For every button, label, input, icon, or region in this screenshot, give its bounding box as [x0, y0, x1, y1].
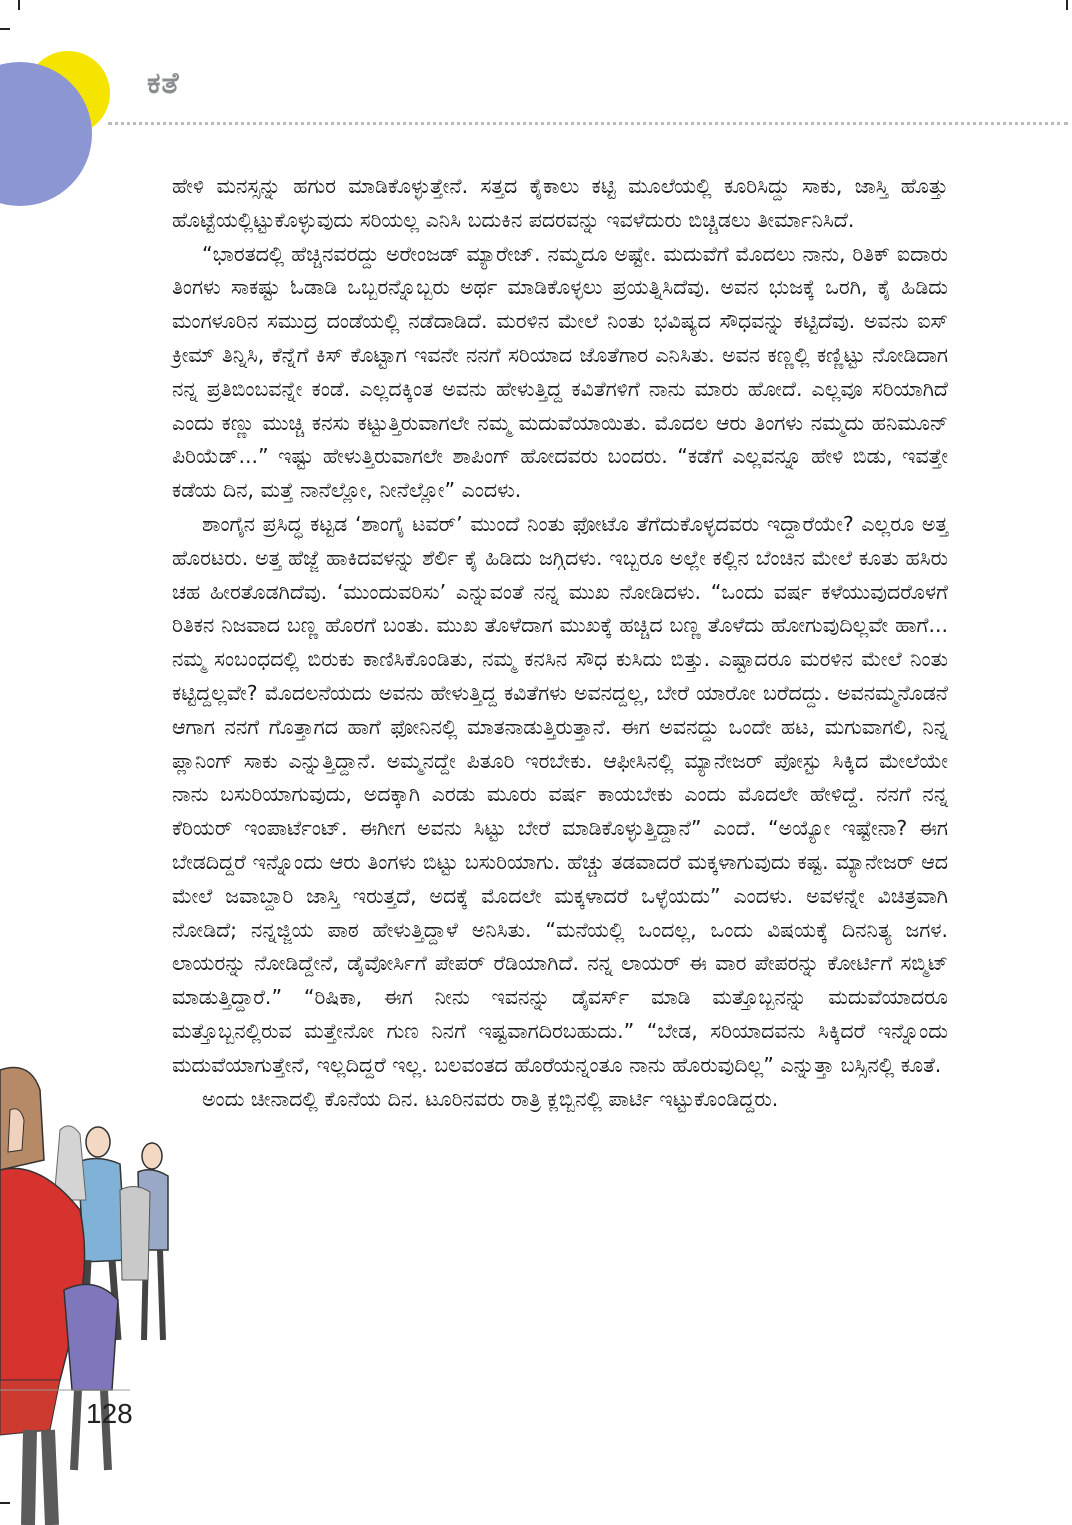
paragraph: “ಭಾರತದಲ್ಲಿ ಹೆಚ್ಚಿನವರದ್ದು ಅರೇಂಜಡ್ ಮ್ಯಾರೇಜ್. ನಮ್ಮದೂ ಅಷ್ಟೇ. ಮದುವೆಗೆ ಮೊದಲು ನಾನು, ರಿತಿಕ್ ಐದಾರು ತಿಂಗಳು ಸಾಕಷ್ಟು ಓಡಾಡಿ ಒಬ್ಬರನ್ನೊಬ್ಬರು ಅರ್ಥ ಮಾಡಿಕೊಳ್ಳಲು ಪ್ರಯತ್ನಿಸಿದೆವು. ಅವನ ಭುಜಕ್ಕೆ ಒರಗಿ, ಕೈ ಹಿಡಿದು ಮಂಗಳೂರಿನ ಸಮುದ್ರ ದಂಡೆಯಲ್ಲಿ ನಡೆದಾಡಿದೆ. ಮರಳಿನ ಮೇಲೆ ನಿಂತು ಭವಿಷ್ಯದ ಸೌಧವನ್ನು ಕಟ್ಟಿದೆವು. ಅವನು ಐಸ್ ಕ್ರೀಮ್ ತಿನ್ನಿಸಿ, ಕೆನ್ನೆಗೆ ಕಿಸ್ ಕೊಟ್ಟಾಗ ಇವನೇ ನನಗೆ ಸರಿಯಾದ ಜೊತೆಗಾರ ಎನಿಸಿತು. ಅವನ ಕಣ್ಣಲ್ಲಿ ಕಣ್ಣಿಟ್ಟು ನೋಡಿದಾಗ ನನ್ನ ಪ್ರತಿಬಿಂಬವನ್ನೇ ಕಂಡೆ. ಎಲ್ಲದಕ್ಕಿಂತ ಅವನು ಹೇಳುತ್ತಿದ್ದ ಕವಿತೆಗಳಿಗೆ ನಾನು ಮಾರು ಹೋದೆ. ಎಲ್ಲವೂ ಸರಿಯಾಗಿದೆ ಎಂದು ಕಣ್ಣು ಮುಚ್ಚಿ ಕನಸು ಕಟ್ಟುತ್ತಿರುವಾಗಲೇ ನಮ್ಮ ಮದುವೆಯಾಯಿತು. ಮೊದಲ ಆರು ತಿಂಗಳು ನಮ್ಮದು ಹನಿಮೂನ್ ಪಿರಿಯೆಡ್...” ಇಷ್ಟು ಹೇಳುತ್ತಿರುವಾಗಲೇ ಶಾಪಿಂಗ್ ಹೋದವರು ಬಂದರು. “ಕಡೆಗೆ ಎಲ್ಲವನ್ನೂ ಹೇಳಿ ಬಿಡು, ಇವತ್ತೇ ಕಡೆಯ ದಿನ, ಮತ್ತೆ ನಾನೆಲ್ಲೋ, ನೀನೆಲ್ಲೋ” ಎಂದಳು.: [172, 241, 948, 503]
crop-mark-left: [0, 28, 10, 30]
dotted-divider: [108, 122, 1068, 125]
crop-mark-top-right: [1066, 0, 1068, 10]
section-label: ಕತೆ: [147, 66, 180, 101]
crop-mark-top-left: [18, 0, 20, 10]
decorative-circles: [0, 50, 120, 210]
story-body: [172, 170, 948, 1116]
paragraph: ಶಾಂಗೈನ ಪ್ರಸಿದ್ಧ ಕಟ್ಟಡ ‘ಶಾಂಗೈ ಟವರ್’ ಮುಂದೆ ನಿಂತು ಫೋಟೊ ತೆಗೆದುಕೊಳ್ಳದವರು ಇದ್ದಾರೆಯೇ? ಎಲ್ಲರೂ ಅತ್ತ ಹೊರಟರು. ಅತ್ತ ಹೆಜ್ಜೆ ಹಾಕಿದವಳನ್ನು ಶೆರ್ಲಿ ಕೈ ಹಿಡಿದು ಜಗ್ಗಿದಳು. ಇಬ್ಬರೂ ಅಲ್ಲೇ ಕಲ್ಲಿನ ಬೆಂಚಿನ ಮೇಲೆ ಕೂತು ಹಸಿರು ಚಹ ಹೀರತೊಡಗಿದೆವು. ‘ಮುಂದುವರಿಸು’ ಎನ್ನುವಂತೆ ನನ್ನ ಮುಖ ನೋಡಿದಳು. “ಒಂದು ವರ್ಷ ಕಳೆಯುವುದರೊಳಗೆ ರಿತಿಕನ ನಿಜವಾದ ಬಣ್ಣ ಹೊರಗೆ ಬಂತು. ಮುಖ ತೊಳೆದಾಗ ಮುಖಕ್ಕೆ ಹಚ್ಚಿದ ಬಣ್ಣ ತೊಳೆದು ಹೋಗುವುದಿಲ್ಲವೇ ಹಾಗೆ... ನಮ್ಮ ಸಂಬಂಧದಲ್ಲಿ ಬಿರುಕು ಕಾಣಿಸಿಕೊಂಡಿತು, ನಮ್ಮ ಕನಸಿನ ಸೌಧ ಕುಸಿದು ಬಿತ್ತು. ಎಷ್ಟಾದರೂ ಮರಳಿನ ಮೇಲೆ ನಿಂತು ಕಟ್ಟಿದ್ದಲ್ಲವೇ? ಮೊದಲನೆಯದು ಅವನು ಹೇಳುತ್ತಿದ್ದ ಕವಿತೆಗಳು ಅವನದ್ದಲ್ಲ, ಬೇರೆ ಯಾರೋ ಬರೆದದ್ದು. ಅವನಮ್ಮನೊಡನೆ ಆಗಾಗ ನನಗೆ ಗೊತ್ತಾಗದ ಹಾಗೆ ಫೋನಿನಲ್ಲಿ ಮಾತನಾಡುತ್ತಿರುತ್ತಾನೆ. ಈಗ ಅವನದ್ದು ಒಂದೇ ಹಟ, ಮಗುವಾಗಲಿ, ನಿನ್ನ ಪ್ಲಾನಿಂಗ್ ಸಾಕು ಎನ್ನುತ್ತಿದ್ದಾನೆ. ಅಮ್ಮನದ್ದೇ ಪಿತೂರಿ ಇರಬೇಕು. ಆಫೀಸಿನಲ್ಲಿ ಮ್ಯಾನೇಜರ್ ಪೋಸ್ಟು ಸಿಕ್ಕಿದ ಮೇಲೆಯೇ ನಾನು ಬಸುರಿಯಾಗುವುದು, ಅದಕ್ಕಾಗಿ ಎರಡು ಮೂರು ವರ್ಷ ಕಾಯಬೇಕು ಎಂದು ಮೊದಲೇ ಹೇಳಿದ್ದೆ. ನನಗೆ ನನ್ನ ಕೆರಿಯರ್ ಇಂಪಾರ್ಟೆಂಟ್. ಈಗೀಗ ಅವನು ಸಿಟ್ಟು ಬೇರೆ ಮಾಡಿಕೊಳ್ಳುತ್ತಿದ್ದಾನೆ” ಎಂದೆ. “ಅಯ್ಯೋ ಇಷ್ಟೇನಾ? ಈಗ ಬೇಡದಿದ್ದರೆ ಇನ್ನೊಂದು ಆರು ತಿಂಗಳು ಬಿಟ್ಟು ಬಸುರಿಯಾಗು. ಹೆಚ್ಚು ತಡವಾದರೆ ಮಕ್ಕಳಾಗುವುದು ಕಷ್ಟ. ಮ್ಯಾನೇಜರ್ ಆದ ಮೇಲೆ ಜವಾಬ್ದಾರಿ ಜಾಸ್ತಿ ಇರುತ್ತದೆ, ಅದಕ್ಕೆ ಮೊದಲೇ ಮಕ್ಕಳಾದರೆ ಒಳ್ಳೆಯದು” ಎಂದಳು. ಅವಳನ್ನೇ ವಿಚಿತ್ರವಾಗಿ ನೋಡಿದೆ; ನನ್ನಜ್ಜಿಯ ಪಾಠ ಹೇಳುತ್ತಿದ್ದಾಳೆ ಅನಿಸಿತು. “ಮನೆಯಲ್ಲಿ ಒಂದಲ್ಲ, ಒಂದು ವಿಷಯಕ್ಕೆ ದಿನನಿತ್ಯ ಜಗಳ. ಲಾಯರನ್ನು ನೋಡಿದ್ದೇನೆ, ಡೈವೋರ್ಸಿಗೆ ಪೇಪರ್ ರೆಡಿಯಾಗಿದೆ. ನನ್ನ ಲಾಯರ್ ಈ ವಾರ ಪೇಪರನ್ನು ಕೋರ್ಟಿಗೆ ಸಬ್ಮಿಟ್ ಮಾಡುತ್ತಿದ್ದಾರೆ.” “ರಿಷಿಕಾ, ಈಗ ನೀನು ಇವನನ್ನು ಡೈವರ್ಸ್ ಮಾಡಿ ಮತ್ತೊಬ್ಬನನ್ನು ಮದುವೆಯಾದರೂ ಮತ್ತೊಬ್ಬನಲ್ಲಿರುವ ಮತ್ತೇನೋ ಗುಣ ನಿನಗೆ ಇಷ್ಟವಾಗದಿರಬಹುದು.” “ಬೇಡ, ಸರಿಯಾದವನು ಸಿಕ್ಕಿದರೆ ಇನ್ನೊಂದು ಮದುವೆಯಾಗುತ್ತೇನೆ, ಇಲ್ಲದಿದ್ದರೆ ಇಲ್ಲ. ಬಲವಂತದ ಹೊರೆಯನ್ನಂತೂ ನಾನು ಹೊರುವುದಿಲ್ಲ” ಎನ್ನುತ್ತಾ ಬಸ್ಸಿನಲ್ಲಿ ಕೂತೆ.: [172, 511, 948, 1077]
purple-figure: [64, 1284, 118, 1470]
paragraph: ಅಂದು ಚೀನಾದಲ್ಲಿ ಕೊನೆಯ ದಿನ. ಟೂರಿನವರು ರಾತ್ರಿ ಕ್ಲಬ್ಬಿನಲ್ಲಿ ಪಾರ್ಟಿ ಇಟ್ಟುಕೊಂಡಿದ್ದರು.: [202, 1086, 779, 1111]
crowd-illustration: [0, 1050, 175, 1525]
page-number: 128: [86, 1398, 133, 1429]
paragraph: ಹೇಳಿ ಮನಸ್ಸನ್ನು ಹಗುರ ಮಾಡಿಕೊಳ್ಳುತ್ತೇನೆ. ಸತ್ತದ ಕೈಕಾಲು ಕಟ್ಟಿ ಮೂಲೆಯಲ್ಲಿ ಕೂರಿಸಿದ್ದು ಸಾಕು, ಜಾಸ್ತಿ ಹೊತ್ತು ಹೊಟ್ಟೆಯಲ್ಲಿಟ್ಟುಕೊಳ್ಳುವುದು ಸರಿಯಲ್ಲ ಎನಿಸಿ ಬದುಕಿನ ಪದರವನ್ನು ಇವಳೆದುರು ಬಿಚ್ಚಿಡಲು ತೀರ್ಮಾನಿಸಿದೆ.: [172, 174, 948, 232]
